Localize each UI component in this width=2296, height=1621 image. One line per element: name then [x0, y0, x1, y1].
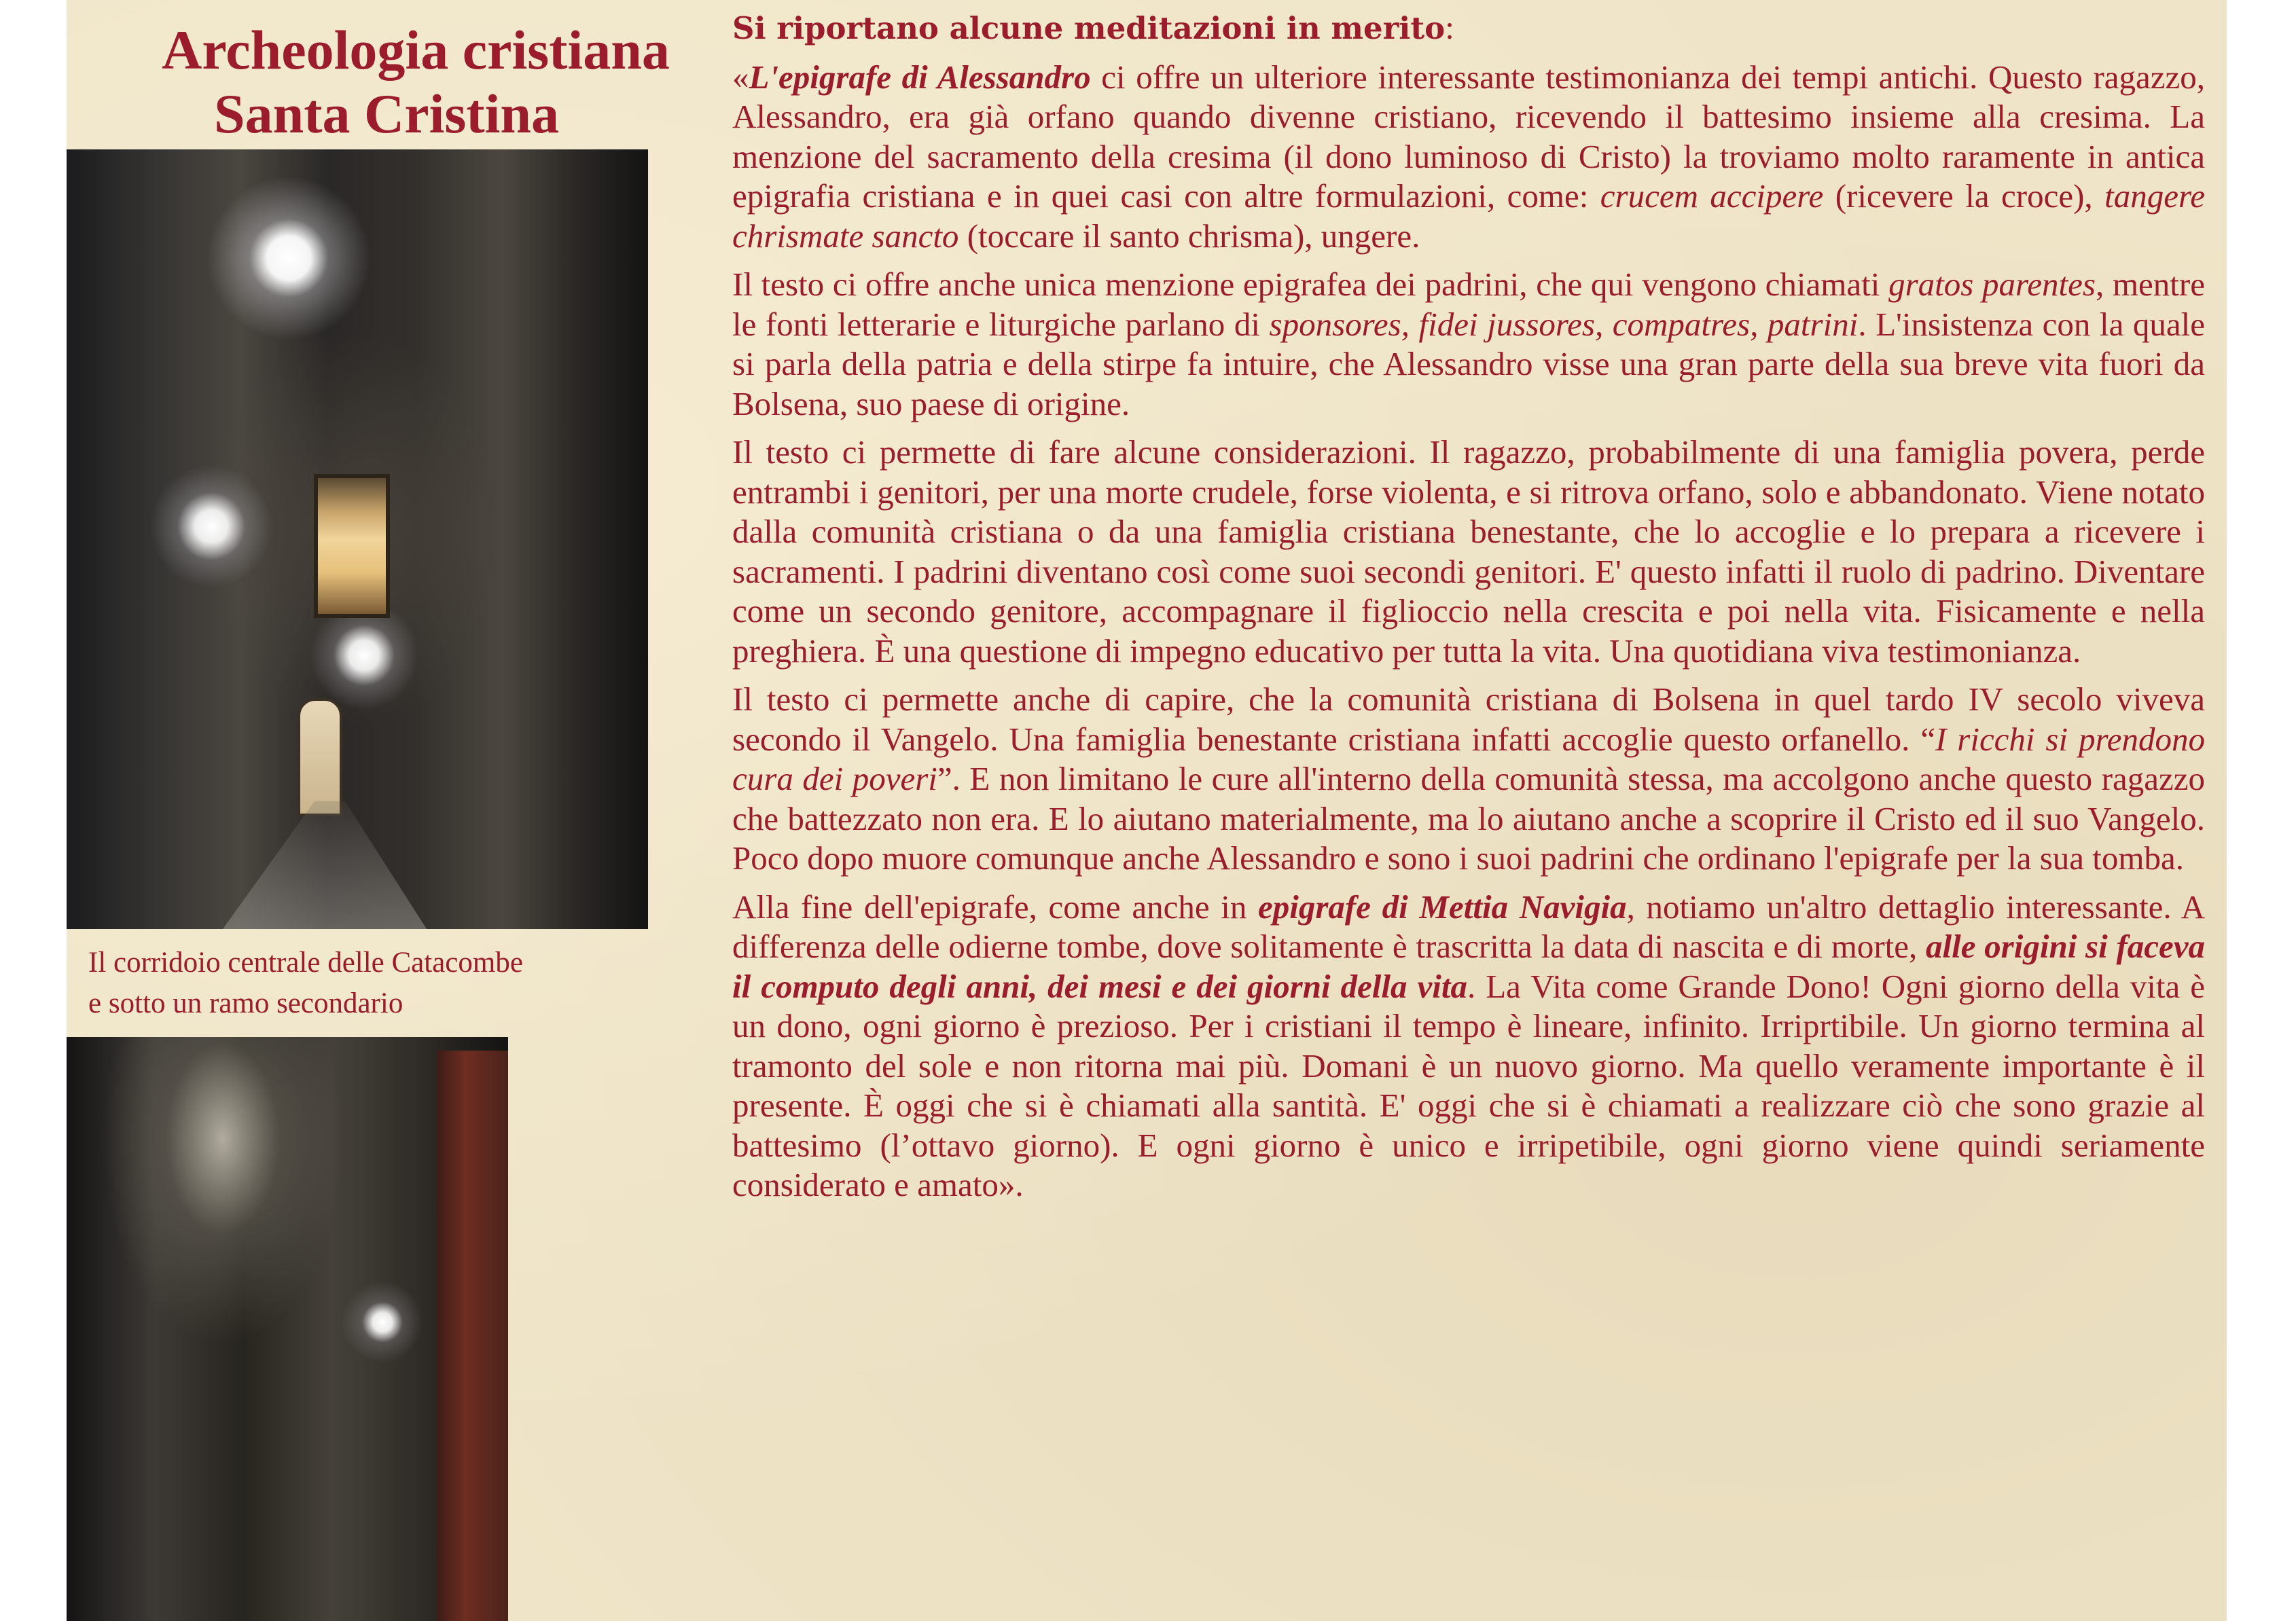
- p1-text-3: (toccare il santo chrisma), ungere.: [958, 217, 1420, 255]
- document-page: [67, 0, 2227, 1621]
- p4-text-2: ”. E non limitano le cure all'interno della comunità stessa, ma accolgono anche questo ragazzo che battezzato non era. E lo aiutano materialmente, ma lo aiutano anche a scoprire il Cristo ed il suo Vangelo. Poco dopo muore comunque anche Alessandro e sono i suoi padrini che ordinano l'epigrafe per la sua tomba.: [732, 760, 2206, 877]
- caption-line-1: Il corridoio centrale delle Catacombe: [88, 947, 523, 979]
- caption-line-2: e sotto un ramo secondario: [88, 987, 403, 1019]
- paragraph-4: [732, 680, 2205, 879]
- p2-text-1: Il testo ci offre anche unica menzione epigrafea dei padrini, che qui vengono chiamati: [732, 266, 1889, 303]
- wooden-door-frame: [437, 1051, 508, 1621]
- arched-door: [298, 698, 342, 816]
- page-title-line-2: Santa Cristina: [213, 83, 559, 145]
- p5-text-1: Alla fine dell'epigrafe, come anche in: [732, 888, 1258, 926]
- p4-text-1: Il testo ci permette anche di capire, che la comunità cristiana di Bolsena in quel tardo IV secolo viveva secondo il Vangelo. Una famiglia benestante cristiana infatti accoglie questo orfanello. “: [732, 680, 2205, 758]
- page-title-line-1: Archeologia cristiana: [162, 19, 670, 81]
- p1-latin-1: crucem accipere: [1600, 177, 1824, 215]
- p1-text-2: (ricevere la croce),: [1823, 177, 2105, 215]
- p1-latin-2: tangere chrismate sancto: [732, 177, 2205, 255]
- catacomb-central-corridor-photo: [67, 149, 648, 929]
- article-body: [732, 8, 2205, 1214]
- p1-text-1: ci offre un ulteriore interessante testimonianza dei tempi antichi. Questo ragazzo, Alessandro, era già orfano quando divenne cristiano, ricevendo il battesimo insieme alla cresima. La menzione del sacramento della cresima (il dono luminoso di Cristo) la troviamo molto raramente in antica epigrafia cristiana e in quei casi con altre formulazioni, come:: [732, 58, 2206, 215]
- photo-caption: [88, 943, 672, 1024]
- catacomb-secondary-branch-photo: [67, 1037, 508, 1621]
- p5-text-3: . La Vita come Grande Dono! Ogni giorno della vita è un dono, ogni giorno è prezioso. Per i cristiani il tempo è lineare, infinito. Irriprtibile. Un giorno termina al tramonto del sole e non ritorna mai più. Domani è un nuovo giorno. Ma quello veramente importante è il presente. È oggi che si è chiamati alla santità. E' oggi che si è chiamati a realizzare ciò che sono grazie al battesimo (l’ottavo giorno). E ogni giorno è unico e irripetibile, ogni giorno viene quindi seriamente considerato e amato».: [732, 967, 2205, 1203]
- p5-emphasis-1: epigrafe di Mettia Navigia: [1258, 888, 1627, 926]
- epigraph-name: L'epigrafe di Alessandro: [749, 58, 1091, 96]
- open-quote: «: [732, 58, 749, 96]
- paragraph-2: [732, 265, 2205, 424]
- intro-colon: :: [1445, 9, 1454, 46]
- corridor-floor: [223, 801, 427, 929]
- intro-label: Si riportano alcune meditazioni in merito: [732, 10, 1446, 46]
- lit-window: [314, 474, 390, 618]
- paragraph-3: Il testo ci permette di fare alcune considerazioni. Il ragazzo, probabilmente di una famiglia povera, perde entrambi i genitori, per una morte crudele, forse violenta, e si ritrova orfano, solo e abbandonato. Viene notato dalla comunità cristiana o da una famiglia cristiana benestante, che lo accoglie e lo prepara a ricevere i sacramenti. I padrini diventano così come suoi secondi genitori. E' questo infatti il ruolo di padrino. Diventare come un secondo genitore, accompagnare il figlioccio nella crescita e poi nella vita. Fisicamente e nella preghiera. È una questione di impegno educativo per tutta la vita. Una quotidiana viva testimonianza.: [732, 433, 2205, 670]
- paragraph-5: [732, 888, 2205, 1205]
- p2-latin-2: sponsores, fidei jussores, compatres, patrini: [1269, 305, 1859, 343]
- p2-text-3: . L'insistenza con la quale si parla della patria e della stirpe fa intuire, che Alessandro visse una gran parte della sua breve vita fuori da Bolsena, suo paese di origine.: [732, 305, 2205, 422]
- p4-quote: I ricchi si prendono cura dei poveri: [732, 720, 2205, 797]
- p5-emphasis-2: alle origini si faceva il computo degli anni, dei mesi e dei giorni della vita: [732, 928, 2206, 1005]
- p5-text-2: , notiamo un'altro dettaglio interessante. A differenza delle odierne tombe, dove solitamente è trascritta la data di nascita e di morte,: [732, 888, 2206, 965]
- intro-line: [732, 8, 2205, 49]
- p2-text-2: , mentre le fonti letterarie e liturgiche parlano di: [732, 266, 2205, 343]
- p2-latin-1: gratos parentes: [1888, 266, 2096, 303]
- paragraph-1: [732, 58, 2205, 257]
